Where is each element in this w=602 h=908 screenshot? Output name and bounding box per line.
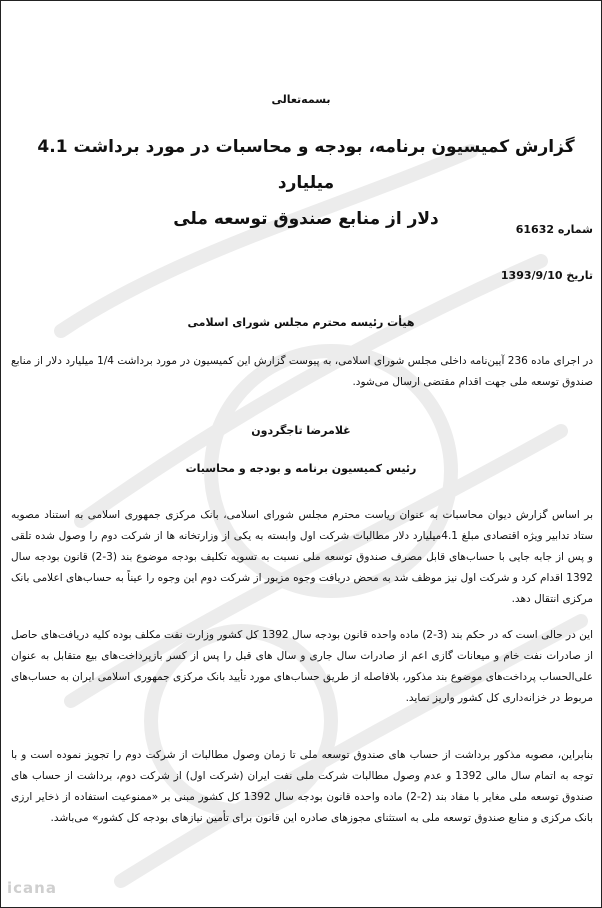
report-title-line-2: دلار از منابع صندوق توسعه ملی bbox=[173, 209, 439, 229]
icana-logo bbox=[7, 879, 57, 897]
intro-paragraph: در اجرای ماده 236 آیین‌نامه داخلی مجلس شورای اسلامی، به پیوست گزارش این کمیسیون در مورد برداشت 1/4 میلیارد دلار از منابع صندوق توسعه ملی جهت اقدام مقتضی ارسال می‌شود. bbox=[11, 355, 594, 388]
signer-name: غلامرضا تاجگردون bbox=[251, 424, 351, 437]
body-paragraph-1: بر اساس گزارش دیوان محاسبات به عنوان ریاست محترم مجلس شورای اسلامی، بانک مرکزی جمهوری اسلامی به استناد مصوبه ستاد تدابیر ویژه اقتصادی مبلغ 4.1میلیارد دلار مطالبات شرکت اول وابسته به یکی از وزارتخانه ها از شرکت دوم را وصول شده تلقی و پس از جابه جایی با حساب‌های قابل مصرف صندوق توسعه ملی نسبت به تسویه تکلیف بودجه موضوع بند (3-2) قانون بودجه سال 1392 اقدام کرد و شرکت اول نیز موظف شد به محض دریافت وجوه مزبور از شرکت دوم این وجوه را عیناً به حساب‌های اعلامی بانک مرکزی انتقال دهد. bbox=[11, 509, 593, 605]
document-date: تاریخ 1393/9/10 bbox=[500, 269, 593, 282]
bismillah-heading: بسمه‌تعالی bbox=[271, 93, 331, 106]
document-number: شماره 61632 bbox=[515, 223, 593, 236]
signer-role: رئیس کمیسیون برنامه و بودجه و محاسبات bbox=[185, 462, 417, 475]
body-paragraph-2: این در حالی است که در حکم بند (3-2) ماده واحده قانون بودجه سال 1392 کل کشور وزارت نفت مکلف بوده کلیه دریافت‌های حاصل از صادرات نفت خام و میعانات گازی اعم از صادرات سال جاری و سال های قبل را پس از کسر بازپرداخت‌های بیع متقابل به عنوان علی‌الحساب پرداخت‌های موضوع بند مذکور، بلافاصله از طریق حساب‌های مورد تأیید بانک مرکزی جمهوری اسلامی ایران به حساب‌های مربوط در خزانه‌داری کل کشور واریز نماید. bbox=[11, 629, 593, 704]
addressee-heading: هیأت رئیسه محترم مجلس شورای اسلامی bbox=[187, 316, 415, 329]
body-paragraph-3: بنابراین، مصوبه مذکور برداشت از حساب های صندوق توسعه ملی تا زمان وصول مطالبات از شرکت دوم را تجویز نموده است و با توجه به اتمام سال مالی 1392 و عدم وصول مطالبات شرکت ملی نفت ایران (شرکت اول) از شرکت دوم، برداشت از حساب های صندوق توسعه ملی مغایر با مفاد بند (2-2) ماده واحده قانون بودجه سال 1392 کل کشور مبنی بر «ممنوعیت استفاده از ذخایر ارزی بانک مرکزی و منابع صندوق توسعه ملی به استثنای مجوزهای صادره این قانون برای تأمین نیازهای بودجه کل کشور» می‌باشد. bbox=[11, 749, 593, 824]
logo-text: icana bbox=[7, 879, 57, 897]
report-title bbox=[21, 129, 591, 237]
report-title-line-1: گزارش کمیسیون برنامه، بودجه و محاسبات در مورد برداشت 4.1 میلیارد bbox=[37, 137, 575, 193]
